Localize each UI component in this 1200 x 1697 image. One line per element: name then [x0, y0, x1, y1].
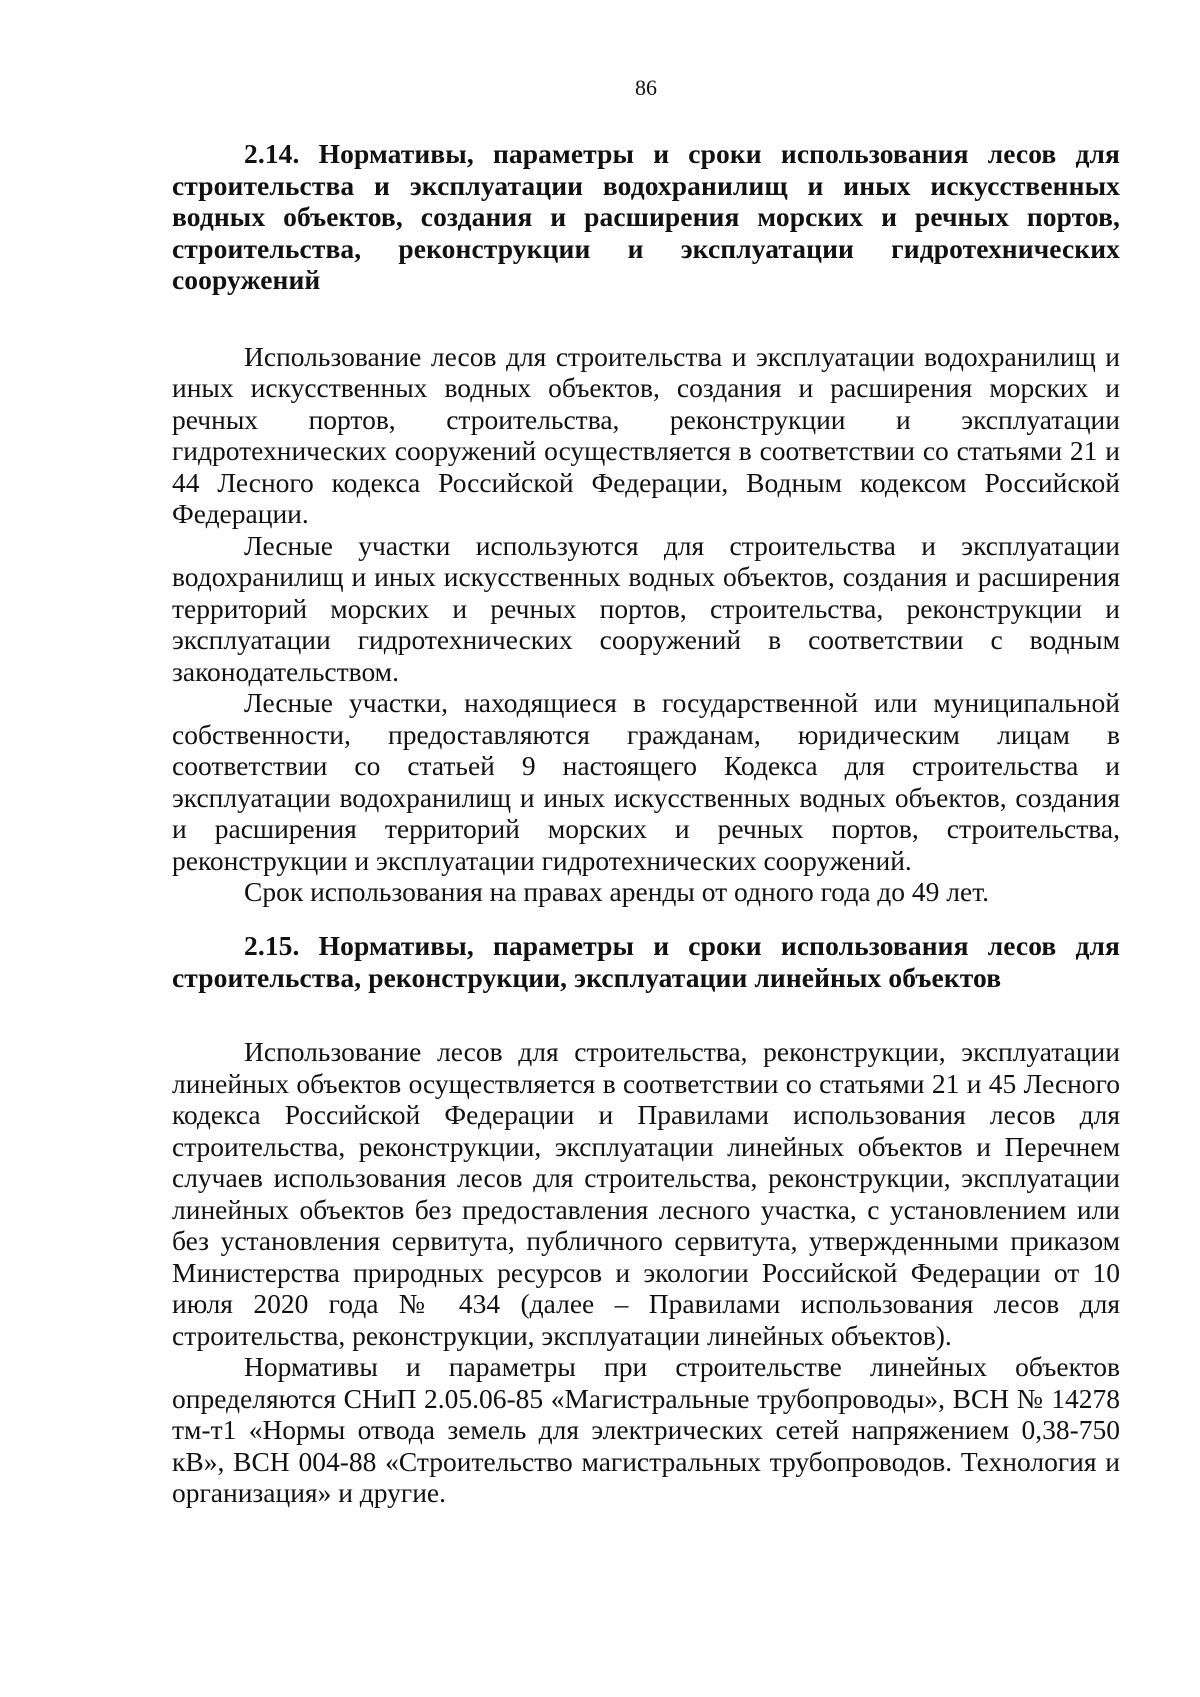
- paragraph: Использование лесов для строительства, реконструкции, эксплуатации линейных объектов осуществляется в соответствии со статьями 21 и 45 Лесного кодекса Российской Федерации и Правилами использования лесов для строительства, реконструкции, эксплуатации линейных объектов и Перечнем случаев использования лесов для строительства, реконструкции, эксплуатации линейных объектов без предоставления лесного участка, с установлением или без установления сервитута, публичного сервитута, утвержденными приказом Министерства природных ресурсов и экологии Российской Федерации от 10 июля 2020 года № 434 (далее – Правилами использования лесов для строительства, реконструкции, эксплуатации линейных объектов).: [172, 1036, 1120, 1351]
- paragraph: Срок использования на правах аренды от одного года до 49 лет.: [244, 876, 990, 907]
- paragraph: Нормативы и параметры при строительстве линейных объектов определяются СНиП 2.05.06-85 «Магистральные трубопроводы», ВСН № 14278 тм-т1 «Нормы отвода земель для электрических сетей напряжением 0,38-750 кВ», ВСН 004-88 «Строительство магистральных трубопроводов. Технология и организация» и другие.: [172, 1351, 1120, 1508]
- paragraph: Лесные участки, находящиеся в государственной или муниципальной собственности, предоставляются гражданам, юридическим лицам в соответствии со статьей 9 настоящего Кодекса для строительства и эксплуатации водохранилищ и иных искусственных водных объектов, создания и расширения территорий морских и речных портов, строительства, реконструкции и эксплуатации гидротехнических сооружений.: [172, 687, 1120, 876]
- section-2-15: [172, 930, 1120, 1509]
- paragraph: Использование лесов для строительства и эксплуатации водохранилищ и иных искусственных водных объектов, создания и расширения морских и речных портов, строительства, реконструкции и эксплуатации гидротехнических сооружений осуществляется в соответствии со статьями 21 и 44 Лесного кодекса Российской Федерации, Водным кодексом Российской Федерации.: [172, 340, 1120, 529]
- section-heading: 2.14. Нормативы, параметры и сроки использования лесов для строительства и эксплуатации водохранилищ и иных искусственных водных объектов, создания и расширения морских и речных портов, строительства, реконструкции и эксплуатации гидротехнических сооружений: [172, 138, 1120, 295]
- page-number: 86: [635, 75, 657, 100]
- paragraph: Лесные участки используются для строительства и эксплуатации водохранилищ и иных искусственных водных объектов, создания и расширения территорий морских и речных портов, строительства, реконструкции и эксплуатации гидротехнических сооружений в соответствии с водным законодательством.: [172, 529, 1120, 687]
- section-body: [172, 1036, 1120, 1509]
- section-heading: 2.15. Нормативы, параметры и сроки использования лесов для строительства, реконструкции, эксплуатации линейных объектов: [172, 930, 1120, 993]
- section-body: [172, 341, 1120, 908]
- section-2-14: [172, 138, 1120, 908]
